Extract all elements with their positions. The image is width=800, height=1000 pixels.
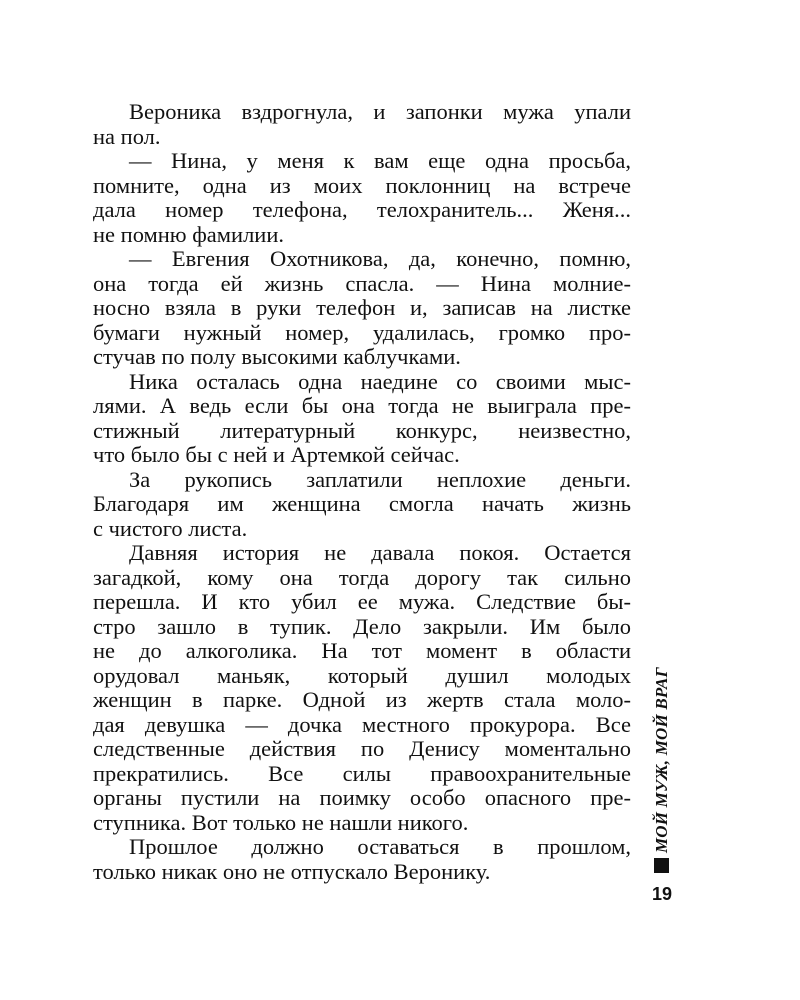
text-line: дала номер телефона, телохранитель... Женя... — [93, 198, 631, 222]
text-line: что было бы с ней и Артемкой сейчас. — [93, 443, 460, 467]
text-line: она тогда ей жизнь спасла. — Нина молние- — [93, 271, 631, 296]
text-line: загадкой, кому она тогда дорогу так сильно — [93, 565, 631, 590]
text-line: — Евгения Охотникова, да, конечно, помню, — [129, 247, 631, 271]
body-text — [93, 100, 631, 884]
text-line: прекратились. Все силы правоохранительные — [93, 761, 631, 786]
text-line: Вероника вздрогнула, и запонки мужа упали — [129, 100, 631, 124]
running-title — [644, 666, 680, 854]
text-line: ступника. Вот только не нашли никого. — [93, 810, 469, 835]
text-line: бумаги нужный номер, удалилась, громко про- — [93, 320, 631, 345]
text-line: За рукопись заплатили неплохие деньги. — [129, 467, 631, 492]
text-line: на пол. — [93, 124, 161, 149]
text-line: стро зашло в тупик. Дело закрыли. Им было — [93, 614, 631, 639]
text-line: женщин в парке. Одной из жертв стала моло- — [93, 688, 631, 712]
square-marker-icon — [654, 858, 669, 873]
text-line: с чистого листа. — [93, 516, 248, 541]
text-line: Благодаря им женщина смогла начать жизнь — [93, 492, 631, 516]
text-line: Прошлое должно оставаться в прошлом, — [129, 835, 631, 859]
text-line: носно взяла в руки телефон и, записав на листке — [93, 296, 631, 320]
text-line: лями. А ведь если бы она тогда не выиграла пре- — [93, 394, 631, 418]
running-title-text: МОЙ МУЖ, МОЙ ВРАГ — [652, 666, 671, 854]
text-line: не помню фамилии. — [93, 222, 285, 247]
text-line: стучав по полу высокими каблучками. — [93, 345, 461, 369]
text-line: следственные действия по Денису моментально — [93, 737, 631, 761]
text-line: стижный литературный конкурс, неизвестно, — [93, 418, 631, 443]
page-number: 19 — [651, 884, 673, 904]
text-line: Давняя история не давала покоя. Остается — [129, 541, 631, 565]
text-line: органы пустили на поимку особо опасного пре- — [93, 786, 631, 810]
text-line: не до алкоголика. На тот момент в области — [93, 639, 631, 663]
text-line: перешла. И кто убил ее мужа. Следствие бы- — [93, 590, 631, 614]
text-line: — Нина, у меня к вам еще одна просьба, — [129, 149, 631, 173]
text-line: только никак оно не отпускало Веронику. — [93, 859, 491, 884]
text-line: помните, одна из моих поклонниц на встрече — [93, 173, 631, 198]
text-line: орудовал маньяк, который душил молодых — [93, 663, 631, 688]
text-line: дая девушка — дочка местного прокурора. Все — [93, 712, 631, 737]
text-line: Ника осталась одна наедине со своими мыс- — [129, 369, 631, 394]
